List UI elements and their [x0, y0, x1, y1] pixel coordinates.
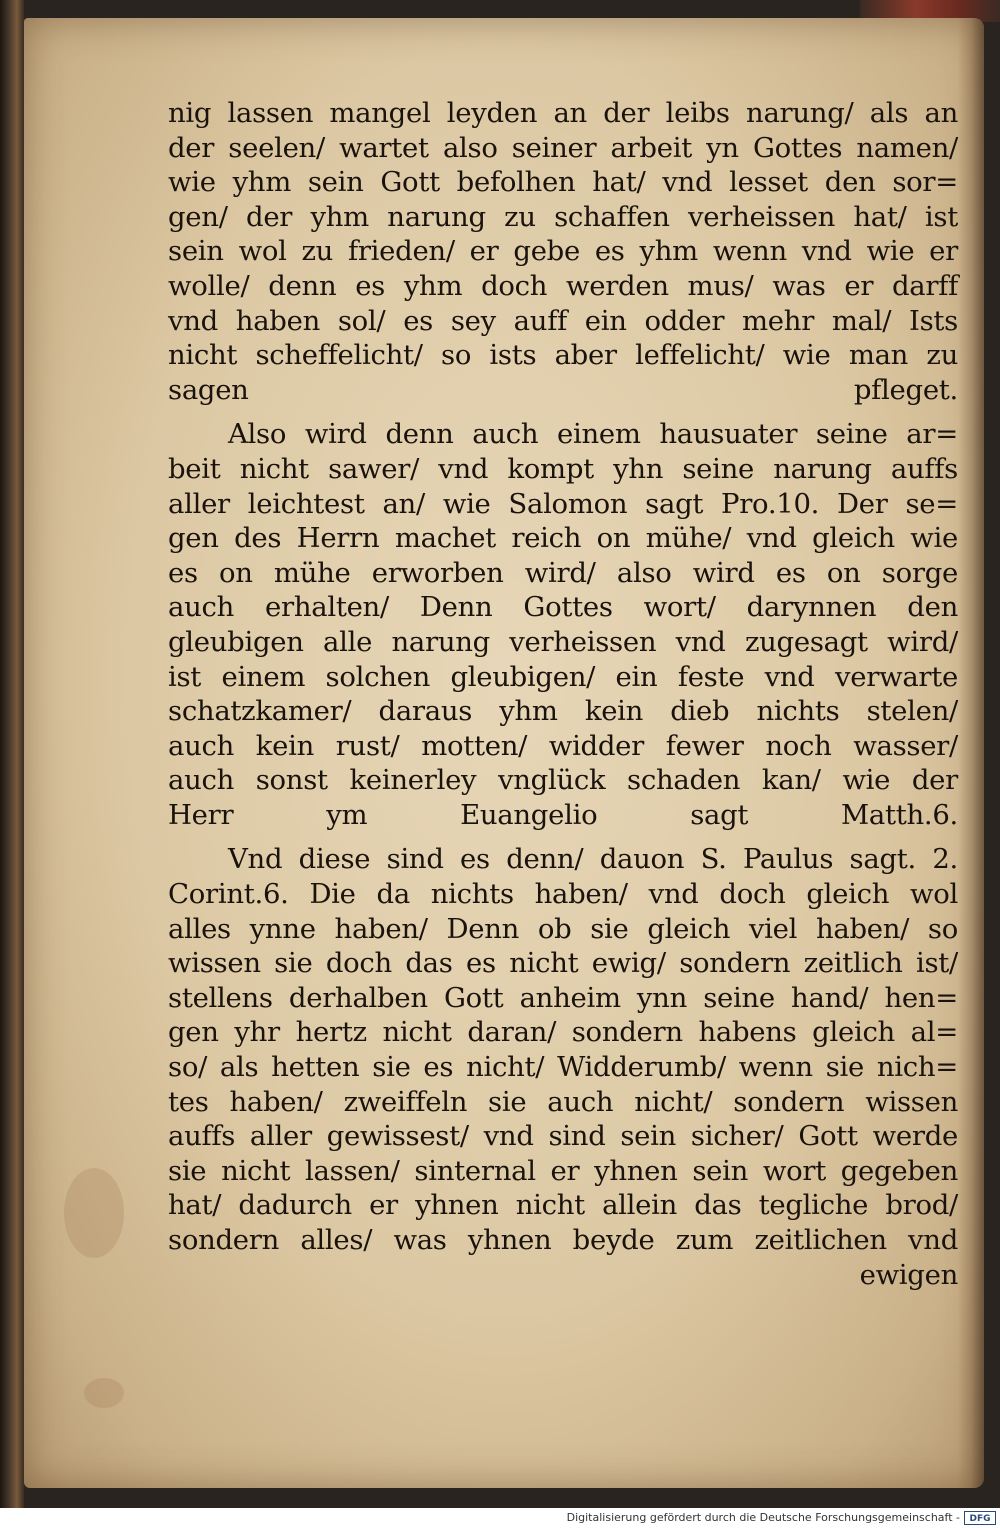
text-line: sagen pfleget.: [168, 373, 958, 406]
text-line: nicht scheffelicht/ so ists aber leffelicht/ wie man zu: [168, 339, 958, 372]
paragraph-gap: [168, 407, 958, 417]
text-line: wissen sie doch das es nicht ewig/ sondern zeitlich ist/: [168, 947, 958, 980]
book-page: [24, 18, 984, 1488]
text-line: schatzkamer/ daraus yhm kein dieb nichts stelen/: [168, 695, 958, 728]
stain: [84, 1378, 124, 1408]
dfg-logo: DFG: [964, 1511, 996, 1525]
text-line: alles ynne haben/ Denn ob sie gleich viel haben/ so: [168, 912, 958, 945]
text-line: auch erhalten/ Denn Gottes wort/ darynnen den: [168, 591, 958, 624]
text-line: Herr ym Euangelio sagt Matth.6.: [168, 798, 958, 831]
text-line: es on mühe erworben wird/ also wird es on sorge: [168, 556, 958, 589]
funding-credit: Digitalisierung gefördert durch die Deutsche Forschungsgemeinschaft -: [566, 1511, 960, 1524]
stain: [64, 1168, 124, 1258]
text-line: aller leichtest an/ wie Salomon sagt Pro.10. Der se=: [168, 487, 958, 520]
catchword: ewigen: [859, 1258, 958, 1291]
page-edge-shadow: [958, 18, 984, 1488]
text-line: Vnd diese sind es denn/ dauon S. Paulus sagt. 2.: [228, 843, 958, 876]
text-line: gen/ der yhm narung zu schaffen verheissen hat/ ist: [168, 200, 958, 233]
text-line: tes haben/ zweiffeln sie auch nicht/ sondern wissen: [168, 1085, 958, 1118]
text-line: wolle/ denn es yhm doch werden mus/ was er darff: [168, 269, 958, 302]
text-line: gen des Herrn machet reich on mühe/ vnd gleich wie: [168, 522, 958, 555]
text-line: auch kein rust/ motten/ widder fewer noch wasser/: [168, 729, 958, 762]
book-binding-edge: [0, 0, 24, 1508]
text-line: wie yhm sein Gott befolhen hat/ vnd lesset den sor=: [168, 166, 958, 199]
text-line: so/ als hetten sie es nicht/ Widderumb/ wenn sie nich=: [168, 1051, 958, 1084]
text-line: nig lassen mangel leyden an der leibs narung/ als an: [168, 97, 958, 129]
text-line: vnd haben sol/ es sey auff ein odder mehr mal/ Ists: [168, 304, 958, 337]
text-line: der seelen/ wartet also seiner arbeit yn Gottes namen/: [168, 131, 958, 164]
text-line: beit nicht sawer/ vnd kompt yhn seine narung auffs: [168, 452, 958, 485]
page-text-block: [168, 96, 958, 1292]
text-line: gen yhr hertz nicht daran/ sondern habens gleich al=: [168, 1016, 958, 1049]
paragraph-gap: [168, 832, 958, 842]
text-line: sondern alles/ was yhnen beyde zum zeitlichen vnd: [168, 1224, 958, 1256]
text-line: hat/ dadurch er yhnen nicht allein das tegliche brod/: [168, 1189, 958, 1222]
text-line: Also wird denn auch einem hausuater seine ar=: [228, 418, 958, 451]
text-line: sein wol zu frieden/ er gebe es yhm wenn vnd wie er: [168, 235, 958, 268]
text-line: gleubigen alle narung verheissen vnd zugesagt wird/: [168, 625, 958, 658]
text-line: Corint.6. Die da nichts haben/ vnd doch gleich wol: [168, 878, 958, 911]
text-line: ist einem solchen gleubigen/ ein feste vnd verwarte: [168, 660, 958, 693]
text-line: stellens derhalben Gott anheim ynn seine hand/ hen=: [168, 981, 958, 1014]
text-line: auch sonst keinerley vnglück schaden kan/ wie der: [168, 764, 958, 797]
footer-bar: [0, 1508, 1000, 1528]
text-line: auffs aller gewissest/ vnd sind sein sicher/ Gott werde: [168, 1120, 958, 1153]
text-line: sie nicht lassen/ sinternal er yhnen sein wort gegeben: [168, 1154, 958, 1187]
